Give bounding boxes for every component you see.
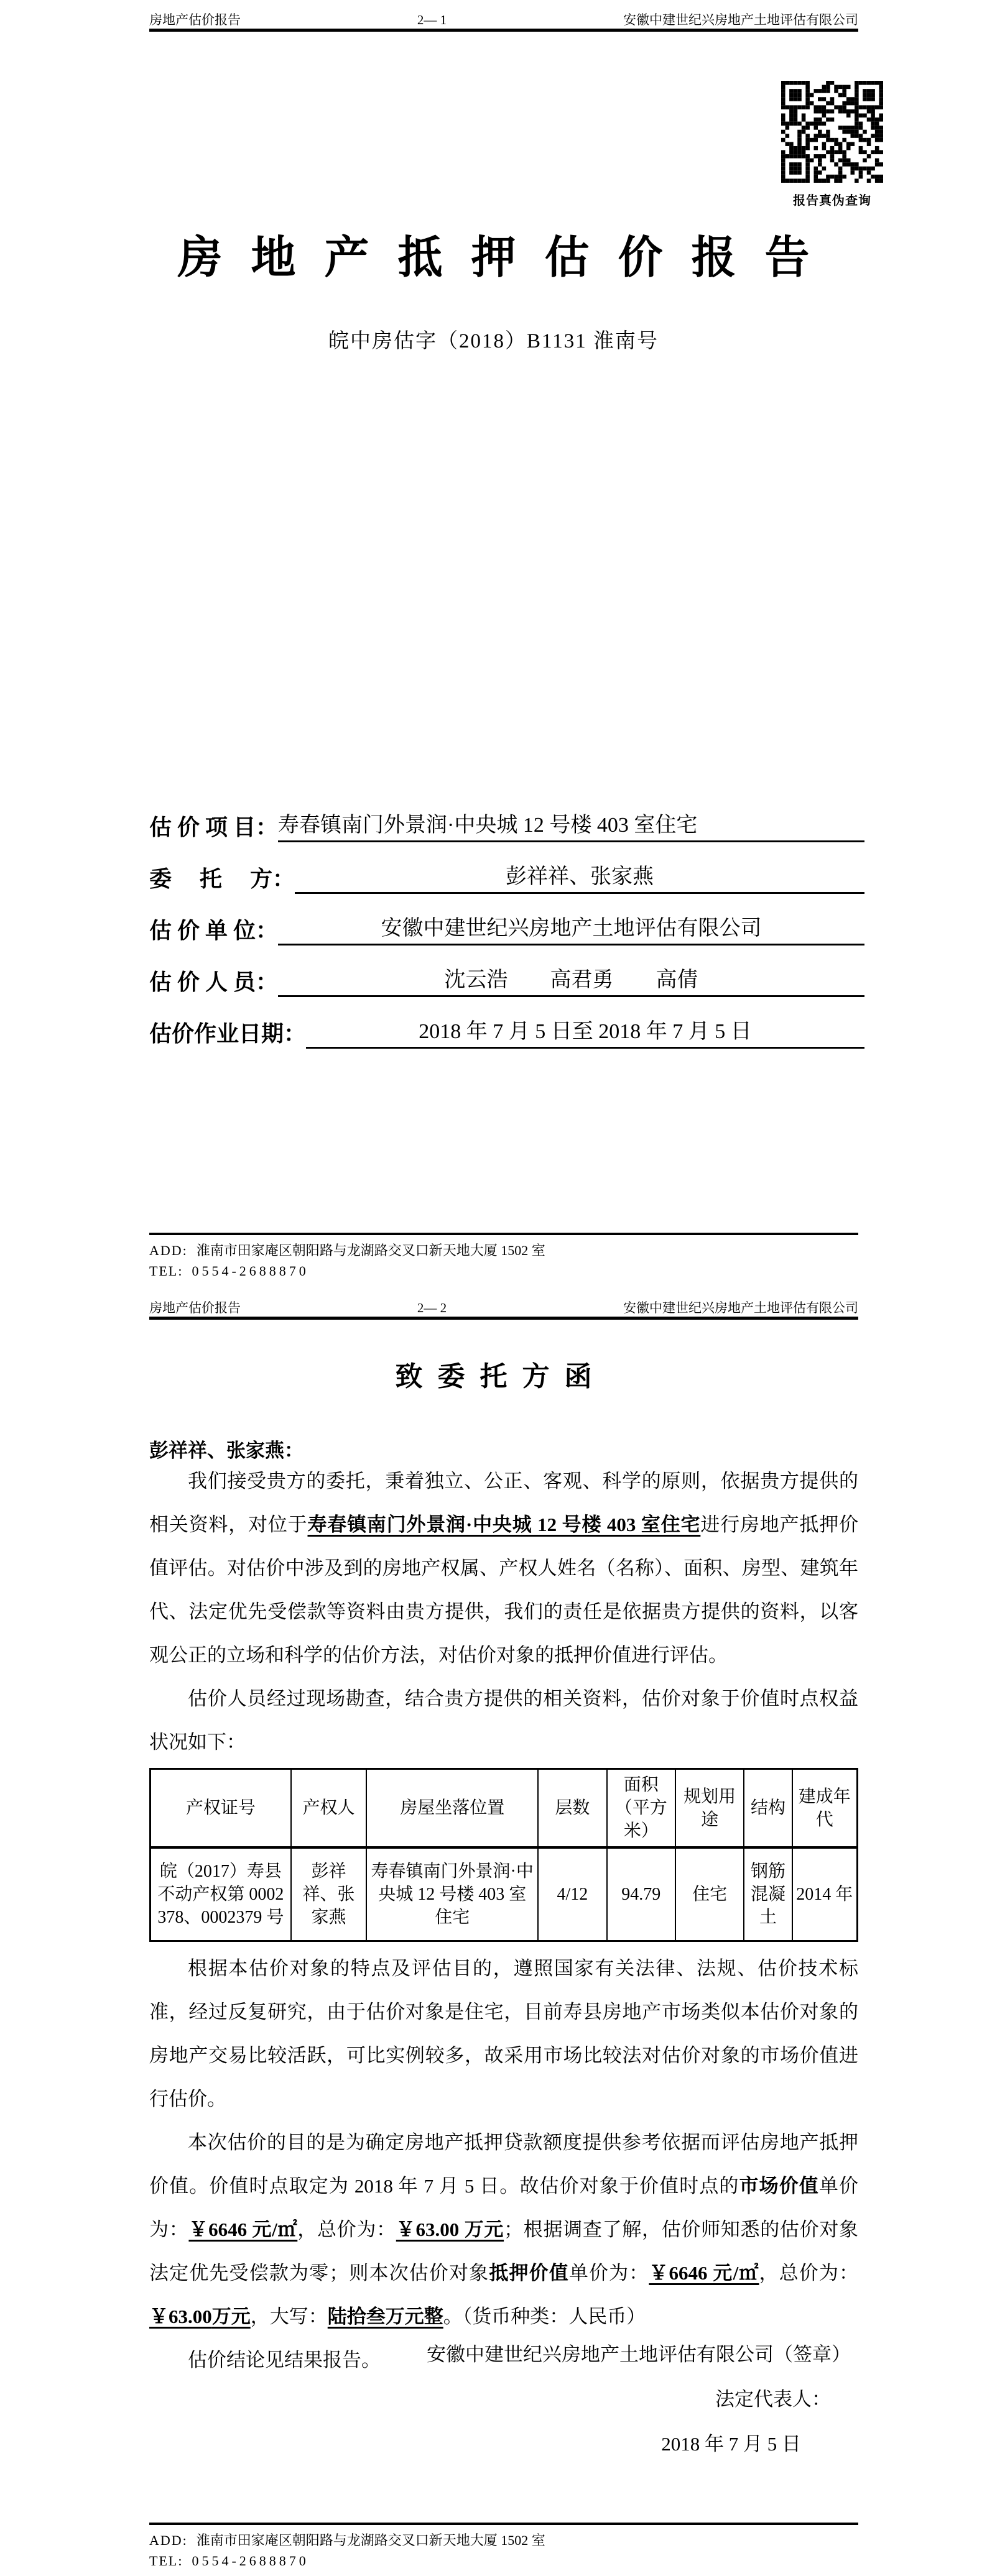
cell-location: 寿春镇南门外景润·中央城 12 号楼 403 室住宅 <box>366 1847 538 1941</box>
address-value: 淮南市田家庵区朝阳路与龙湖路交叉口新天地大厦 1502 室 <box>196 2532 545 2548</box>
letter-body <box>149 1460 858 2382</box>
address-label: ADD: <box>149 2532 188 2548</box>
col-header-certificate-no: 产权证号 <box>151 1769 291 1848</box>
field-value-project: 寿春镇南门外景润·中央城 12 号楼 403 室住宅 <box>278 811 864 842</box>
table-data-row <box>151 1847 858 1941</box>
cell-certificate-no: 皖（2017）寿县不动产权第 0002378、0002379 号 <box>151 1847 291 1941</box>
cell-structure: 钢筋混凝土 <box>744 1847 792 1941</box>
paragraph-engagement: 我们接受贵方的委托，秉着独立、公正、客观、科学的原则，依据贵方提供的相关资料，对位于寿春镇南门外景润·中央城 12 号楼 403 室住宅进行房地产抵押价值评估。对估价中涉及到的房地产权属、产权人姓名（名称）、面积、房型、建筑年代、法定优先受偿款等资料由贵方提供，我们的责任是依据贵方提供的资料，以客观公正的立场和科学的估价方法，对估价对象的抵押价值进行评估。 <box>149 1470 859 1666</box>
signature-block <box>149 2332 858 2467</box>
address-value: 淮南市田家庵区朝阳路与龙湖路交叉口新天地大厦 1502 室 <box>196 1243 545 1258</box>
signature-company: 安徽中建世纪兴房地产土地评估有限公司（签章） <box>427 2344 851 2365</box>
footer-address-line <box>149 2530 858 2551</box>
page1-running-header <box>149 10 858 29</box>
col-header-owner: 产权人 <box>291 1769 366 1848</box>
field-label-appraisers: 估 价 人 员： <box>149 970 279 995</box>
phone-label: TEL: <box>149 2553 183 2569</box>
cell-floor: 4/12 <box>538 1847 606 1941</box>
letter-salutation: 彭祥祥、张家燕： <box>149 1440 304 1461</box>
footer-phone-line <box>149 1261 858 1281</box>
paragraph-method: 根据本估价对象的特点及评估目的，遵照国家有关法律、法规、估价技术标准，经过反复研究，由于估价对象是住宅，目前寿县房地产市场类似本估价对象的房地产交易比较活跃，可比实例较多，故采用市场比较法对估价对象的市场价值进行估价。 <box>149 1957 858 2110</box>
col-header-area: 面积（平方米） <box>607 1769 675 1848</box>
field-row-appraisers <box>149 945 864 997</box>
cover-fields <box>149 791 864 1049</box>
cell-area: 94.79 <box>607 1847 675 1941</box>
field-label-work-date: 估价作业日期： <box>149 1021 307 1046</box>
signature-legal-rep: 法定代表人： <box>715 2388 831 2410</box>
field-row-agency <box>149 894 864 945</box>
qr-verification-block <box>781 81 883 208</box>
letter-title: 致委托方函 <box>395 1361 607 1392</box>
footer-phone-line <box>149 2551 858 2571</box>
col-header-location: 房屋坐落位置 <box>366 1769 538 1848</box>
signature-date: 2018 年 7 月 5 日 <box>661 2433 801 2455</box>
footer-address-line <box>149 1240 858 1261</box>
header-page-number: 2— 1 <box>417 12 447 27</box>
page1-footer <box>149 1233 858 1281</box>
field-value-work-date: 2018 年 7 月 5 日至 2018 年 7 月 5 日 <box>306 1017 864 1049</box>
table-header-row <box>151 1769 858 1848</box>
header-doc-type: 房地产估价报告 <box>149 12 241 27</box>
col-header-year-built: 建成年代 <box>792 1769 858 1848</box>
qr-code-icon <box>781 81 883 183</box>
page2-footer <box>149 2523 858 2571</box>
field-row-client <box>149 842 864 894</box>
page2-running-header <box>149 1298 858 1317</box>
col-header-floor: 层数 <box>538 1769 606 1848</box>
qr-caption: 报告真伪查询 <box>793 194 871 208</box>
page2-header-rule <box>149 1317 858 1320</box>
paragraph-inspection: 估价人员经过现场勘查，结合贵方提供的相关资料，估价对象于价值时点权益状况如下： <box>149 1688 858 1753</box>
paragraph-valuation-result: 本次估价的目的是为确定房地产抵押贷款额度提供参考依据而评估房地产抵押价值。价值时点取定为 2018 年 7 月 5 日。故估价对象于价值时点的市场价值单价为：￥6646 元/㎡，总价为：￥63.00 万元；根据调查了解，估价师知悉的估价对象法定优先受偿款为零；则本次估价对象抵押价值单价为：￥6646 元/㎡，总价为：￥63.00万元，大写：陆拾叁万元整。（货币种类：人民币） <box>149 2131 859 2327</box>
paragraph-conclusion-note: 估价结论见结果报告。 <box>188 2348 381 2371</box>
page1-header-rule <box>149 29 858 32</box>
col-header-planned-use: 规划用途 <box>675 1769 744 1848</box>
field-label-project: 估 价 项 目： <box>149 815 279 840</box>
field-row-work-date <box>149 997 864 1049</box>
field-value-appraisers: 沈云浩 高君勇 高倩 <box>278 965 864 997</box>
header-page-number: 2— 2 <box>417 1300 447 1315</box>
col-header-structure: 结构 <box>744 1769 792 1848</box>
phone-value: 0554-2688870 <box>192 1263 309 1279</box>
header-company-name: 安徽中建世纪兴房地产土地评估有限公司 <box>623 1300 858 1315</box>
cell-owner: 彭祥祥、张家燕 <box>291 1847 366 1941</box>
field-value-client: 彭祥祥、张家燕 <box>295 862 864 894</box>
field-value-agency: 安徽中建世纪兴房地产土地评估有限公司 <box>278 914 864 945</box>
phone-label: TEL: <box>149 1263 183 1279</box>
field-label-client: 委 托 方： <box>149 867 295 891</box>
address-label: ADD: <box>149 1243 188 1258</box>
field-row-project <box>149 791 864 842</box>
property-rights-table <box>149 1768 858 1942</box>
cell-year-built: 2014 年 <box>792 1847 858 1941</box>
header-company-name: 安徽中建世纪兴房地产土地评估有限公司 <box>623 12 858 27</box>
report-title: 房地产抵押估价报告 <box>177 233 838 283</box>
header-doc-type: 房地产估价报告 <box>149 1300 241 1315</box>
report-doc-number: 皖中房估字（2018）B1131 淮南号 <box>328 330 659 352</box>
field-label-agency: 估 价 单 位： <box>149 918 279 943</box>
cell-planned-use: 住宅 <box>675 1847 744 1941</box>
phone-value: 0554-2688870 <box>192 2553 309 2569</box>
